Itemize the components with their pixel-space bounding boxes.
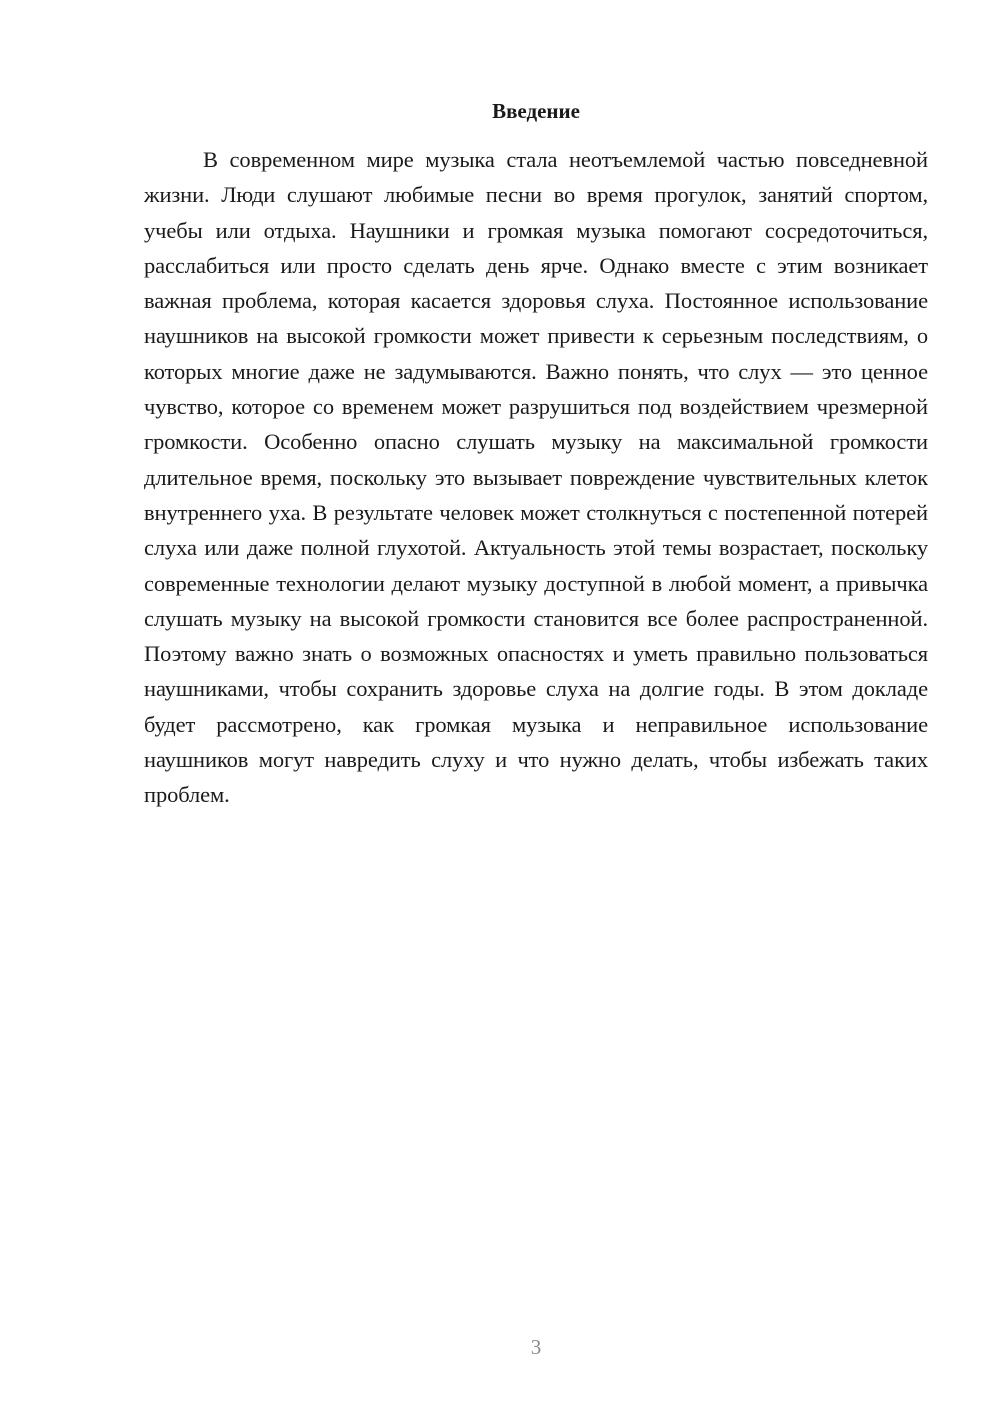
section-heading: Введение xyxy=(492,99,580,123)
page-number: 3 xyxy=(530,1335,542,1359)
body-paragraph: В современном мире музыка стала неотъемлемой частью повседневной жизни. Люди слушают любимые песни во время прогулок, занятий спортом, учебы или отдыха. Наушники и громкая музыка помогают сосредоточиться, расслабиться или просто сделать день ярче. Однако вместе с этим возникает важная проблема, которая касается здоровья слуха. Постоянное использование наушников на высокой громкости может привести к серьезным последствиям, о которых многие даже не задумываются. Важно понять, что слух — это ценное чувство, которое со временем может разрушиться под воздействием чрезмерной громкости. Особенно опасно слушать музыку на максимальной громкости длительное время, поскольку это вызывает повреждение чувствительных клеток внутреннего уха. В результате человек может столкнуться с постепенной потерей слуха или даже полной глухотой. Актуальность этой темы возрастает, поскольку современные технологии делают музыку доступной в любой момент, а привычка слушать музыку на высокой громкости становится все более распространенной. Поэтому важно знать о возможных опасностях и уметь правильно пользоваться наушниками, чтобы сохранить здоровье слуха на долгие годы. В этом докладе будет рассмотрено, как громкая музыка и неправильное использование наушников могут навредить слуху и что нужно делать, чтобы избежать таких проблем. xyxy=(144,147,928,808)
